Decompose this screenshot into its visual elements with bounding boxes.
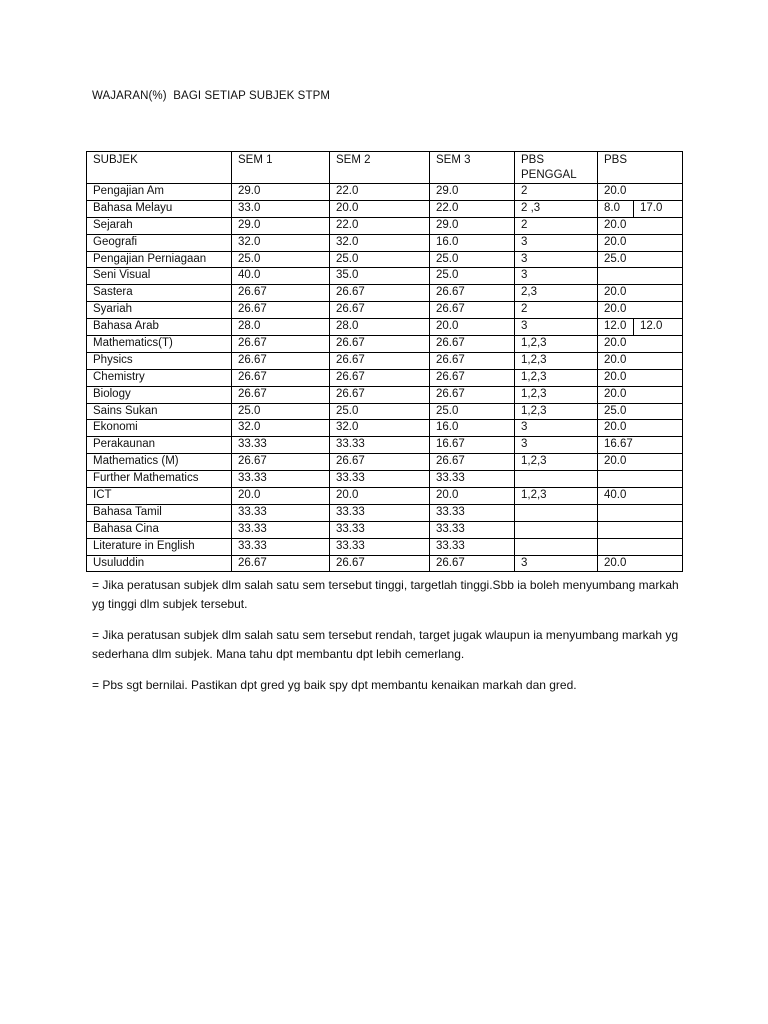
cell-sem-3: 26.67 bbox=[430, 302, 515, 319]
cell-pbs: 25.0 bbox=[598, 251, 683, 268]
cell-sem-3: 29.0 bbox=[430, 184, 515, 201]
cell-sem-3: 25.0 bbox=[430, 251, 515, 268]
cell-pbs bbox=[598, 268, 683, 285]
table-row bbox=[87, 504, 683, 521]
cell-sem-2: 32.0 bbox=[330, 420, 430, 437]
cell-sem-3: 33.33 bbox=[430, 521, 515, 538]
cell-pbs: 20.0 bbox=[598, 352, 683, 369]
header-sem-3: SEM 3 bbox=[430, 152, 515, 184]
table-row bbox=[87, 352, 683, 369]
cell-sem-2: 26.67 bbox=[330, 369, 430, 386]
cell-sem-2: 26.67 bbox=[330, 454, 430, 471]
cell-sem-1: 40.0 bbox=[232, 268, 330, 285]
cell-sem-2: 26.67 bbox=[330, 336, 430, 353]
cell-pbs-part-1: 12.0 bbox=[598, 319, 634, 336]
cell-pbs-penggal: 2 bbox=[515, 184, 598, 201]
cell-sem-1: 26.67 bbox=[232, 352, 330, 369]
cell-subject: Biology bbox=[87, 386, 232, 403]
cell-pbs-penggal: 3 bbox=[515, 319, 598, 336]
note-low-percentage: = Jika peratusan subjek dlm salah satu sem tersebut rendah, target jugak wlaupun ia menyumbang markah yg sederhana dlm subjek. Mana tahu dpt membantu dpt lebih cemerlang. bbox=[92, 628, 678, 661]
cell-sem-2: 26.67 bbox=[330, 386, 430, 403]
document-title: WAJARAN(%) BAGI SETIAP SUBJEK STPM bbox=[92, 90, 331, 102]
cell-sem-3: 26.67 bbox=[430, 369, 515, 386]
cell-sem-1: 26.67 bbox=[232, 454, 330, 471]
cell-sem-1: 32.0 bbox=[232, 234, 330, 251]
cell-sem-3: 20.0 bbox=[430, 488, 515, 505]
table-row bbox=[87, 184, 683, 201]
cell-sem-1: 33.33 bbox=[232, 521, 330, 538]
cell-sem-2: 33.33 bbox=[330, 504, 430, 521]
cell-pbs-penggal bbox=[515, 521, 598, 538]
table-row bbox=[87, 234, 683, 251]
cell-subject: Geografi bbox=[87, 234, 232, 251]
cell-sem-2: 25.0 bbox=[330, 403, 430, 420]
table-row bbox=[87, 471, 683, 488]
cell-sem-2: 33.33 bbox=[330, 521, 430, 538]
cell-pbs-penggal bbox=[515, 538, 598, 555]
cell-pbs: 20.0 bbox=[598, 420, 683, 437]
cell-pbs: 40.0 bbox=[598, 488, 683, 505]
cell-sem-1: 32.0 bbox=[232, 420, 330, 437]
cell-sem-1: 33.33 bbox=[232, 538, 330, 555]
table-row bbox=[87, 285, 683, 302]
cell-pbs: 20.0 bbox=[598, 369, 683, 386]
cell-pbs-penggal bbox=[515, 504, 598, 521]
cell-sem-2: 20.0 bbox=[330, 488, 430, 505]
cell-sem-3: 26.67 bbox=[430, 285, 515, 302]
cell-pbs-penggal bbox=[515, 471, 598, 488]
cell-pbs: 20.0 bbox=[598, 302, 683, 319]
cell-pbs: 20.0 bbox=[598, 234, 683, 251]
cell-pbs-penggal: 3 bbox=[515, 437, 598, 454]
cell-pbs bbox=[598, 538, 683, 555]
cell-subject: Sains Sukan bbox=[87, 403, 232, 420]
table-body bbox=[87, 184, 683, 572]
cell-subject: Literature in English bbox=[87, 538, 232, 555]
cell-pbs-penggal: 3 bbox=[515, 251, 598, 268]
table-row bbox=[87, 217, 683, 234]
header-sem-1: SEM 1 bbox=[232, 152, 330, 184]
cell-sem-1: 26.67 bbox=[232, 302, 330, 319]
cell-pbs bbox=[598, 504, 683, 521]
cell-pbs-part-2: 12.0 bbox=[634, 319, 683, 336]
cell-sem-3: 16.0 bbox=[430, 420, 515, 437]
cell-subject: Usuluddin bbox=[87, 555, 232, 572]
cell-sem-3: 25.0 bbox=[430, 268, 515, 285]
table-header bbox=[87, 152, 683, 184]
cell-sem-1: 25.0 bbox=[232, 403, 330, 420]
cell-sem-3: 33.33 bbox=[430, 504, 515, 521]
cell-pbs-penggal: 1,2,3 bbox=[515, 403, 598, 420]
cell-sem-3: 20.0 bbox=[430, 319, 515, 336]
cell-sem-3: 26.67 bbox=[430, 352, 515, 369]
cell-subject: Sastera bbox=[87, 285, 232, 302]
cell-subject: Perakaunan bbox=[87, 437, 232, 454]
cell-pbs bbox=[598, 521, 683, 538]
cell-sem-2: 35.0 bbox=[330, 268, 430, 285]
cell-sem-3: 33.33 bbox=[430, 471, 515, 488]
table-row bbox=[87, 200, 683, 217]
notes-section bbox=[92, 576, 692, 707]
cell-sem-2: 33.33 bbox=[330, 471, 430, 488]
cell-pbs-penggal: 2 bbox=[515, 302, 598, 319]
cell-pbs-penggal: 1,2,3 bbox=[515, 352, 598, 369]
cell-pbs-penggal: 2 ,3 bbox=[515, 200, 598, 217]
cell-pbs-penggal: 3 bbox=[515, 234, 598, 251]
cell-sem-1: 20.0 bbox=[232, 488, 330, 505]
cell-subject: Physics bbox=[87, 352, 232, 369]
cell-pbs: 20.0 bbox=[598, 336, 683, 353]
cell-pbs: 20.0 bbox=[598, 454, 683, 471]
cell-sem-1: 33.33 bbox=[232, 471, 330, 488]
header-row bbox=[87, 152, 683, 184]
cell-sem-3: 26.67 bbox=[430, 336, 515, 353]
cell-sem-1: 26.67 bbox=[232, 285, 330, 302]
cell-subject: Bahasa Cina bbox=[87, 521, 232, 538]
cell-subject: Bahasa Arab bbox=[87, 319, 232, 336]
cell-pbs-penggal: 2,3 bbox=[515, 285, 598, 302]
cell-subject: Seni Visual bbox=[87, 268, 232, 285]
cell-subject: Bahasa Melayu bbox=[87, 200, 232, 217]
cell-subject: ICT bbox=[87, 488, 232, 505]
cell-pbs: 20.0 bbox=[598, 555, 683, 572]
note-pbs-value: = Pbs sgt bernilai. Pastikan dpt gred yg baik spy dpt membantu kenaikan markah dan gred. bbox=[92, 678, 577, 692]
table-row bbox=[87, 336, 683, 353]
cell-subject: Sejarah bbox=[87, 217, 232, 234]
cell-sem-3: 16.67 bbox=[430, 437, 515, 454]
table-row bbox=[87, 302, 683, 319]
header-subjek: SUBJEK bbox=[87, 152, 232, 184]
header-pbs-penggal: PBS PENGGAL bbox=[515, 152, 598, 184]
cell-sem-3: 25.0 bbox=[430, 403, 515, 420]
cell-sem-2: 22.0 bbox=[330, 184, 430, 201]
cell-pbs: 20.0 bbox=[598, 184, 683, 201]
header-sem-2: SEM 2 bbox=[330, 152, 430, 184]
cell-sem-3: 29.0 bbox=[430, 217, 515, 234]
cell-sem-2: 25.0 bbox=[330, 251, 430, 268]
cell-subject: Ekonomi bbox=[87, 420, 232, 437]
cell-subject: Pengajian Perniagaan bbox=[87, 251, 232, 268]
table-row bbox=[87, 437, 683, 454]
cell-sem-3: 26.67 bbox=[430, 555, 515, 572]
cell-pbs-penggal: 2 bbox=[515, 217, 598, 234]
cell-sem-2: 32.0 bbox=[330, 234, 430, 251]
cell-pbs-penggal: 1,2,3 bbox=[515, 336, 598, 353]
cell-sem-1: 25.0 bbox=[232, 251, 330, 268]
table-row bbox=[87, 251, 683, 268]
cell-pbs-penggal: 1,2,3 bbox=[515, 454, 598, 471]
cell-sem-2: 26.67 bbox=[330, 555, 430, 572]
cell-pbs: 25.0 bbox=[598, 403, 683, 420]
cell-sem-1: 33.0 bbox=[232, 200, 330, 217]
cell-subject: Mathematics (M) bbox=[87, 454, 232, 471]
cell-subject: Mathematics(T) bbox=[87, 336, 232, 353]
cell-pbs-penggal: 3 bbox=[515, 268, 598, 285]
cell-sem-3: 26.67 bbox=[430, 386, 515, 403]
table-row bbox=[87, 420, 683, 437]
cell-pbs-penggal: 3 bbox=[515, 420, 598, 437]
cell-pbs: 20.0 bbox=[598, 386, 683, 403]
cell-sem-2: 26.67 bbox=[330, 285, 430, 302]
table-row bbox=[87, 555, 683, 572]
table-row bbox=[87, 403, 683, 420]
cell-sem-3: 26.67 bbox=[430, 454, 515, 471]
cell-pbs: 20.0 bbox=[598, 285, 683, 302]
table-row bbox=[87, 538, 683, 555]
cell-sem-2: 33.33 bbox=[330, 437, 430, 454]
cell-sem-1: 26.67 bbox=[232, 369, 330, 386]
cell-subject: Pengajian Am bbox=[87, 184, 232, 201]
cell-pbs-penggal: 3 bbox=[515, 555, 598, 572]
cell-sem-1: 33.33 bbox=[232, 437, 330, 454]
cell-pbs-penggal: 1,2,3 bbox=[515, 386, 598, 403]
table-row bbox=[87, 521, 683, 538]
cell-sem-2: 33.33 bbox=[330, 538, 430, 555]
cell-sem-3: 33.33 bbox=[430, 538, 515, 555]
cell-pbs-part-1: 8.0 bbox=[598, 200, 634, 217]
cell-sem-1: 26.67 bbox=[232, 336, 330, 353]
header-pbs: PBS bbox=[598, 152, 683, 184]
cell-pbs-part-2: 17.0 bbox=[634, 200, 683, 217]
table-row bbox=[87, 488, 683, 505]
table-row bbox=[87, 369, 683, 386]
cell-pbs-penggal: 1,2,3 bbox=[515, 488, 598, 505]
cell-sem-1: 33.33 bbox=[232, 504, 330, 521]
cell-sem-1: 29.0 bbox=[232, 184, 330, 201]
cell-sem-2: 28.0 bbox=[330, 319, 430, 336]
cell-pbs-penggal: 1,2,3 bbox=[515, 369, 598, 386]
cell-sem-2: 20.0 bbox=[330, 200, 430, 217]
cell-pbs bbox=[598, 471, 683, 488]
cell-sem-1: 26.67 bbox=[232, 386, 330, 403]
cell-pbs: 20.0 bbox=[598, 217, 683, 234]
table-row bbox=[87, 386, 683, 403]
weights-table bbox=[86, 151, 683, 572]
table-row bbox=[87, 268, 683, 285]
cell-subject: Syariah bbox=[87, 302, 232, 319]
table-row bbox=[87, 319, 683, 336]
cell-sem-3: 22.0 bbox=[430, 200, 515, 217]
cell-sem-1: 28.0 bbox=[232, 319, 330, 336]
cell-subject: Bahasa Tamil bbox=[87, 504, 232, 521]
cell-sem-1: 26.67 bbox=[232, 555, 330, 572]
cell-pbs: 16.67 bbox=[598, 437, 683, 454]
table-row bbox=[87, 454, 683, 471]
cell-sem-2: 22.0 bbox=[330, 217, 430, 234]
cell-subject: Chemistry bbox=[87, 369, 232, 386]
cell-subject: Further Mathematics bbox=[87, 471, 232, 488]
note-high-percentage: = Jika peratusan subjek dlm salah satu sem tersebut tinggi, targetlah tinggi.Sbb ia boleh menyumbang markah yg tinggi dlm subjek tersebut. bbox=[92, 578, 679, 611]
cell-sem-1: 29.0 bbox=[232, 217, 330, 234]
cell-sem-3: 16.0 bbox=[430, 234, 515, 251]
cell-sem-2: 26.67 bbox=[330, 352, 430, 369]
cell-sem-2: 26.67 bbox=[330, 302, 430, 319]
